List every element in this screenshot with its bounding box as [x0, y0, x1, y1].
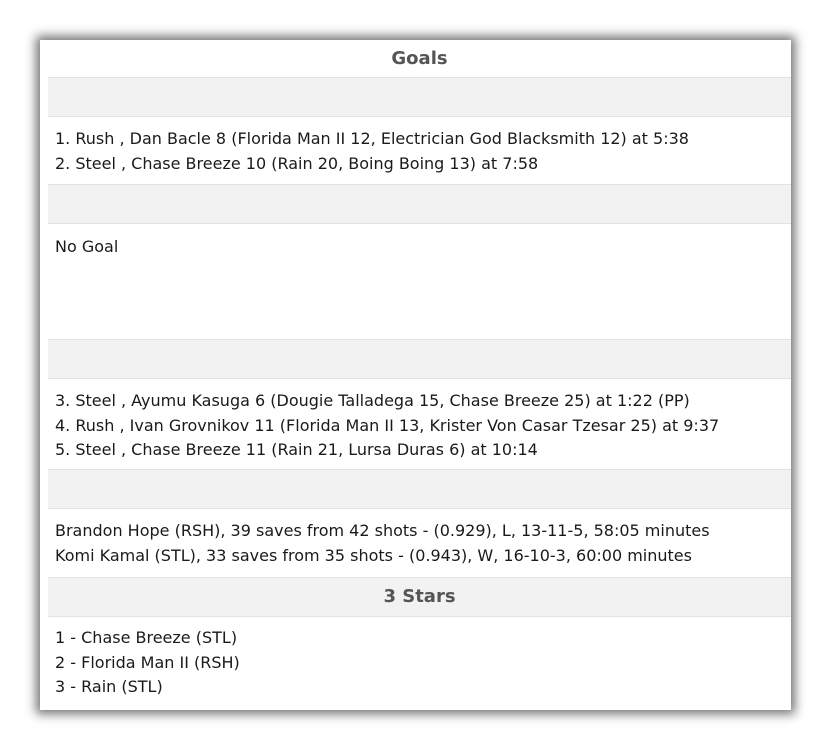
goal-row: 1. Rush , Dan Bacle 8 (Florida Man II 12, Electrician God Blacksmith 12) at 5:38 — [55, 129, 689, 148]
goalies-header — [48, 469, 791, 509]
summary-table — [48, 40, 791, 710]
period-2-header — [48, 184, 791, 224]
game-summary-card — [40, 40, 791, 710]
goalie-row: Brandon Hope (RSH), 39 saves from 42 shots - (0.929), L, 13-11-5, 58:05 minutes — [55, 521, 710, 540]
goal-row: 3. Steel , Ayumu Kasuga 6 (Dougie Talladega 15, Chase Breeze 25) at 1:22 (PP) — [55, 391, 690, 410]
star-row: 3 - Rain (STL) — [55, 677, 163, 696]
goalie-stats — [55, 519, 791, 568]
period-3-header — [48, 339, 791, 379]
goal-row: 2. Steel , Chase Breeze 10 (Rain 20, Boing Boing 13) at 7:58 — [55, 153, 539, 173]
stars-header — [48, 577, 791, 617]
star-row: 2 - Florida Man II (RSH) — [55, 652, 240, 672]
period-1-header — [48, 77, 791, 117]
three-stars-list — [55, 626, 791, 700]
stars-heading: 3 Stars — [383, 586, 456, 607]
period-3-goals — [55, 389, 791, 463]
star-row: 1 - Chase Breeze (STL) — [55, 628, 238, 647]
goals-heading: Goals — [391, 48, 448, 69]
goal-row: 4. Rush , Ivan Grovnikov 11 (Florida Man II 13, Krister Von Casar Tzesar 25) at 9:37 — [55, 415, 720, 435]
period-1-goals — [55, 127, 791, 176]
no-goal-text: No Goal — [55, 237, 119, 256]
goalie-row: Komi Kamal (STL), 33 saves from 35 shots - (0.943), W, 16-10-3, 60:00 minutes — [55, 545, 692, 565]
goal-row: 5. Steel , Chase Breeze 11 (Rain 21, Lursa Duras 6) at 10:14 — [55, 440, 538, 459]
